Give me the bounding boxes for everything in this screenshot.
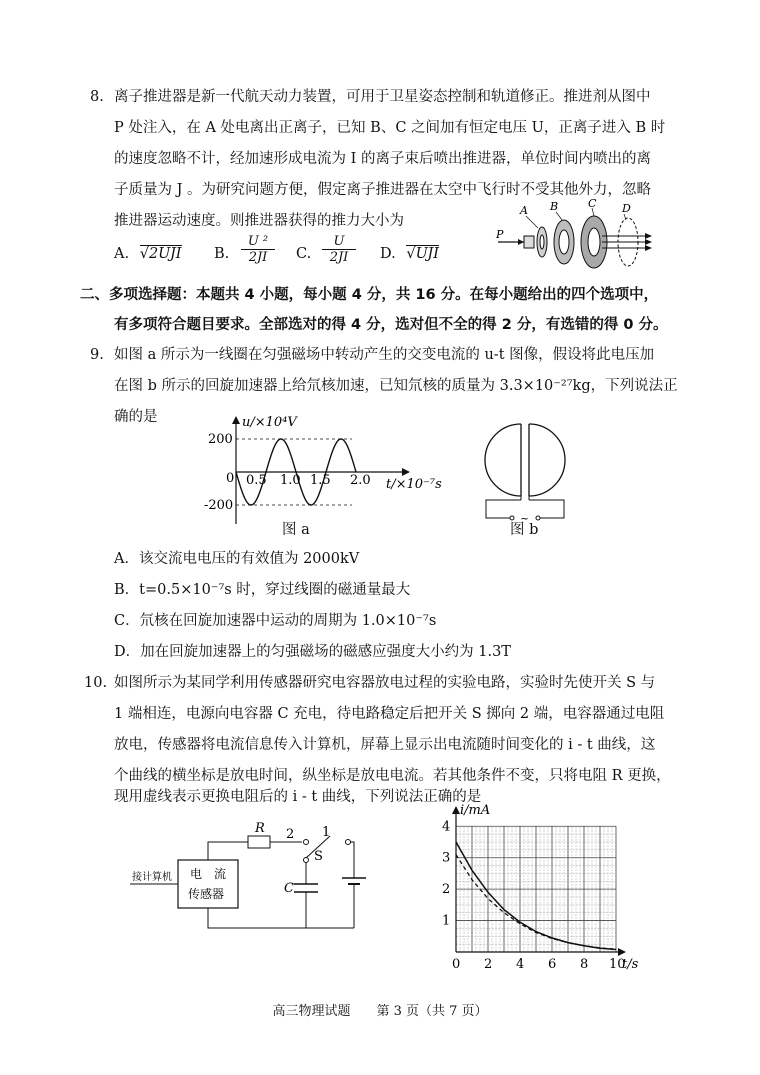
- capacitor-label: C: [284, 881, 294, 896]
- q8-option-c-label: C.: [296, 246, 312, 262]
- q10-graph: [436, 800, 646, 972]
- q10-ytick: 1: [442, 913, 451, 929]
- q10-xtick: 10: [609, 957, 626, 972]
- q9-line-2: 在图 b 所示的回旋加速器上给氘核加速，已知氘核的质量为 3.3×10⁻²⁷kg，下列说法正: [114, 378, 678, 394]
- terminal-1-label: 1: [322, 825, 331, 840]
- q9-line-1: 如图 a 所示为一线圈在匀强磁场中转动产生的交变电流的 u-t 图像，假设将此电压加: [114, 347, 655, 363]
- thruster-label-p: P: [496, 228, 504, 241]
- q9-xtick-2.0: 2.0: [350, 473, 371, 488]
- q10-xtick: 6: [548, 957, 557, 972]
- q9-ytick-200: 200: [208, 432, 233, 447]
- q8-line-3: 的速度忽略不计，经加速形成电流为 I 的离子束后喷出推进器，单位时间内喷出的离: [114, 151, 651, 167]
- q10-ytick: 3: [442, 850, 451, 866]
- q9-graph-a: [200, 412, 460, 542]
- q8-line-5: 推进器运动速度。则推进器获得的推力大小为: [114, 213, 404, 229]
- to-computer-label: 接计算机: [132, 872, 172, 883]
- q10-xtick: 4: [516, 957, 525, 972]
- q8-option-a: A. √2UJI: [114, 246, 182, 262]
- q9-number: 9.: [90, 347, 104, 363]
- q8-option-d-expr: √UJI: [406, 246, 439, 262]
- section-2-heading: 二、多项选择题：本题共 4 小题，每小题 4 分，共 16 分。在每小题给出的四个选项中，: [80, 287, 659, 303]
- q8-option-b-label: B.: [214, 246, 230, 262]
- q8-option-c-fraction: $\frac{U}{2JI}$: [322, 234, 356, 265]
- thruster-label-b: B: [550, 200, 559, 213]
- q10-ylabel: i/mA: [460, 803, 491, 818]
- q10-line-3: 放电，传感器将电流信息传入计算机，屏幕上显示出电流随时间变化的 i - t 曲线，这: [114, 737, 656, 753]
- q10-xlabel: t/s: [622, 957, 639, 972]
- q8-number: 8.: [90, 89, 104, 105]
- q9-xtick-0.5: 0.5: [246, 473, 267, 488]
- q10-xtick: 2: [484, 957, 493, 972]
- q9-xtick-0: 0: [226, 471, 235, 486]
- q10-number: 10.: [84, 675, 108, 691]
- q9-option-c: C．氘核在回旋加速器中运动的周期为 1.0×10⁻⁷s: [114, 613, 437, 629]
- q8-option-a-expr: √2UJI: [139, 246, 182, 262]
- page-footer: 高三物理试题 第 3 页（共 7 页）: [272, 1004, 488, 1019]
- q9-xlabel: t/×10⁻⁷s: [386, 477, 442, 492]
- q10-ytick: 2: [442, 882, 451, 898]
- resistor-r: [248, 836, 270, 848]
- q9-line-3: 确的是: [114, 409, 158, 425]
- q9-option-a: A．该交流电电压的有效值为 2000kV: [114, 551, 360, 567]
- q10-line-5: 现用虚线表示更换电阻后的 i - t 曲线，下列说法正确的是: [114, 789, 482, 805]
- thruster-label-c: C: [588, 197, 597, 210]
- switch-label: S: [314, 849, 323, 864]
- q10-circuit: [130, 820, 380, 940]
- thruster-label-d: D: [622, 202, 631, 215]
- q9-xtick-1.5: 1.5: [310, 473, 331, 488]
- ion-thruster-figure: [490, 197, 680, 280]
- sensor-label-2: 传感器: [188, 887, 225, 901]
- q9-caption-b: 图 b: [510, 522, 539, 538]
- q9-ylabel: u/×10⁴V: [242, 415, 297, 430]
- sensor-label-1: 电 流: [190, 867, 227, 881]
- terminal-2-label: 2: [286, 827, 295, 842]
- q10-line-4: 个曲线的横坐标是放电时间，纵坐标是放电电流。若其他条件不变，只将电阻 R 更换，: [114, 768, 671, 784]
- q10-line-2: 1 端相连，电源向电容器 C 充电，待电路稳定后把开关 S 掷向 2 端，电容器通过电阻: [114, 706, 665, 722]
- ac-source-symbol: ~: [520, 512, 530, 525]
- q8-line-1: 离子推进器是新一代航天动力装置，可用于卫星姿态控制和轨道修正。推进剂从图中: [114, 89, 651, 105]
- q8-option-b-fraction: $\frac{\text{U ²}}{2JI}$: [241, 234, 275, 265]
- q9-option-b: B．t=0.5×10⁻⁷s 时，穿过线圈的磁通量最大: [114, 582, 411, 598]
- q8-line-4: 子质量为 J 。为研究问题方便，假定离子推进器在太空中飞行时不受其他外力，忽略: [114, 182, 652, 198]
- thruster-label-a: A: [520, 204, 528, 217]
- q10-xtick: 8: [580, 957, 589, 972]
- q10-xtick: 0: [452, 957, 461, 972]
- q9-xtick-1.0: 1.0: [280, 473, 301, 488]
- q8-option-d: D. √UJI: [380, 246, 439, 262]
- q9-cyclotron-figure: [480, 418, 570, 528]
- q9-option-d: D．加在回旋加速器上的匀强磁场的磁感应强度大小约为 1.3T: [114, 644, 511, 660]
- resistor-label: R: [255, 821, 265, 836]
- q8-line-2: P 处注入，在 A 处电离出正离子，已知 B、C 之间加有恒定电压 U，正离子进入 B 时: [114, 120, 666, 136]
- q10-line-1: 如图所示为某同学利用传感器研究电容器放电过程的实验电路，实验时先使开关 S 与: [114, 675, 656, 691]
- q9-caption-a: 图 a: [282, 522, 310, 538]
- q10-ytick: 4: [442, 819, 451, 835]
- section-2-heading-cont: 有多项符合题目要求。全部选对的得 4 分，选对但不全的得 2 分，有选错的得 0 分。: [114, 317, 668, 333]
- q9-ytick-neg200: -200: [204, 498, 234, 513]
